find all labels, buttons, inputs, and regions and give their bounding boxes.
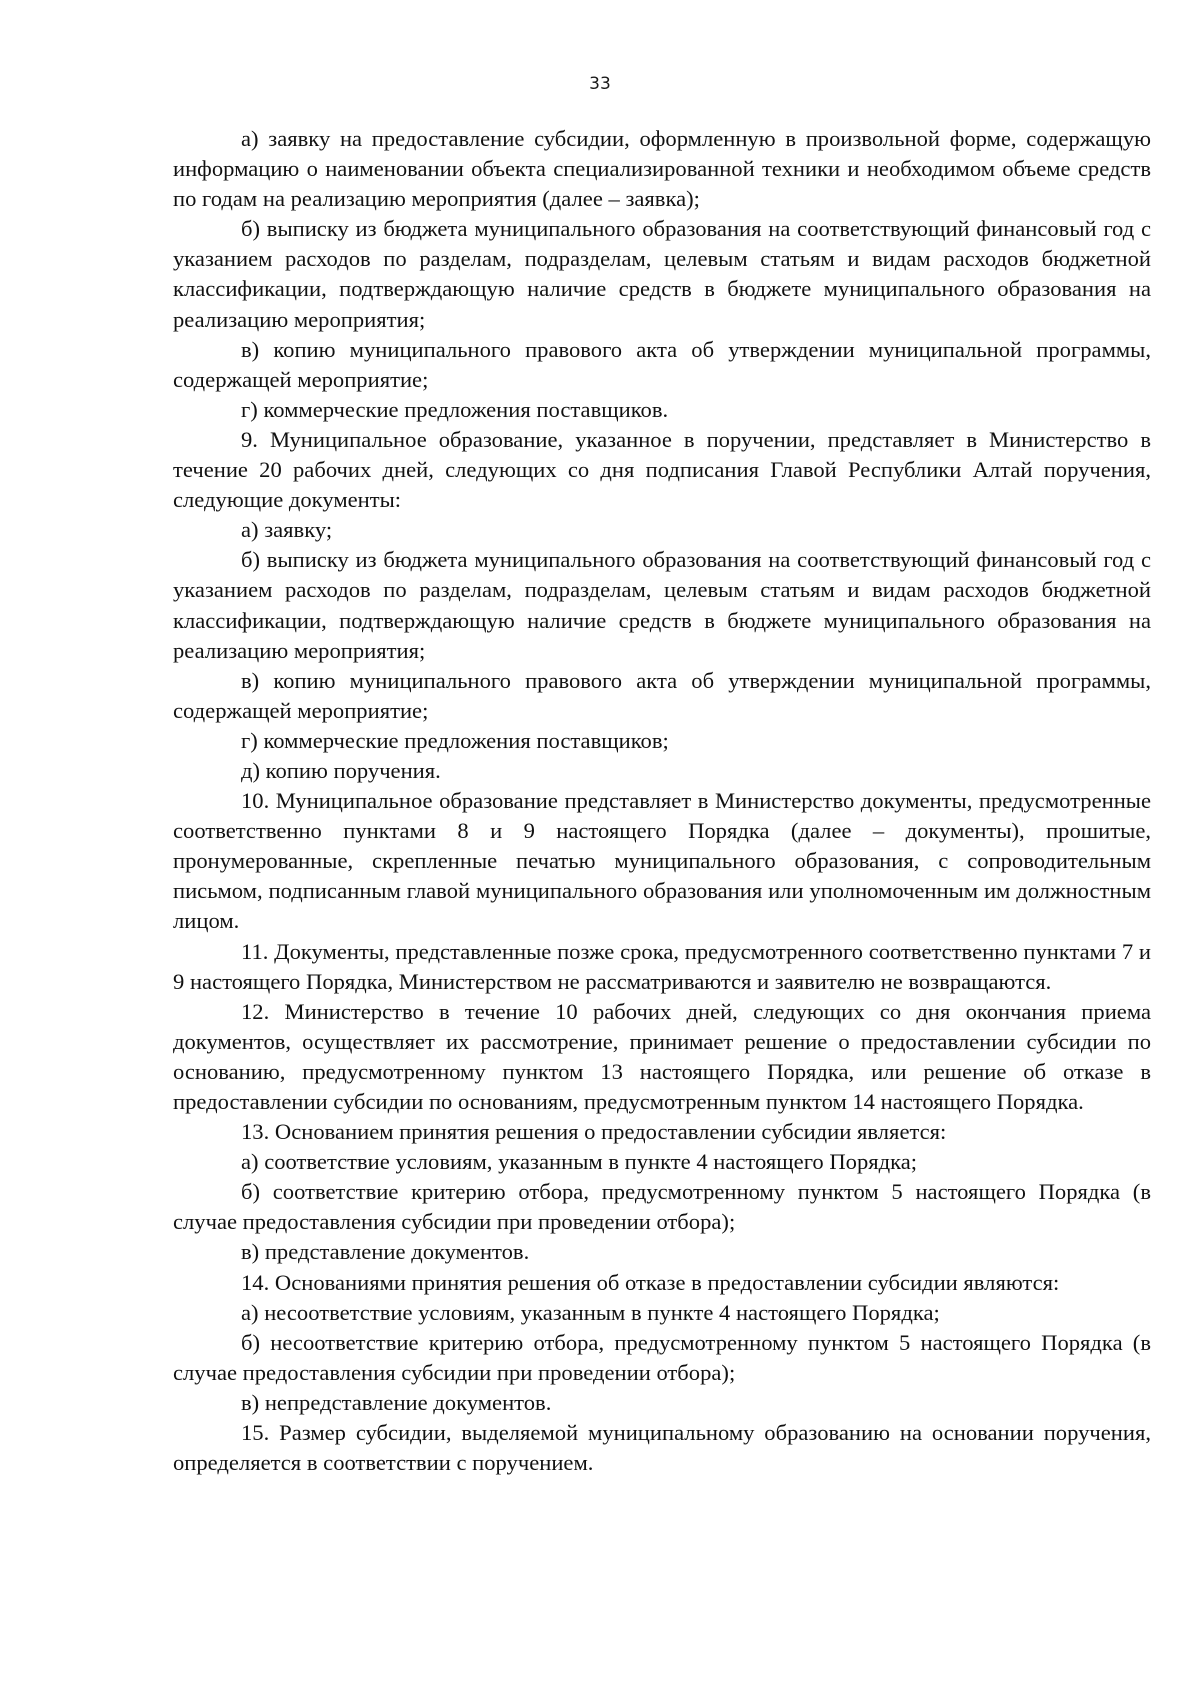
paragraph-item-9: 9. Муниципальное образование, указанное в поручении, представляет в Министерство в течение 20 рабочих дней, следующих со дня подписания Главой Республики Алтай поручения, следующие документы:	[173, 426, 1151, 513]
paragraph-item-12: 12. Министерство в течение 10 рабочих дней, следующих со дня окончания приема документов, осуществляет их рассмотрение, принимает решение о предоставлении субсидии по основанию, предусмотренному пунктом 13 настоящего Порядка, или решение об отказе в предоставлении субсидии по основаниям, предусмотренным пунктом 14 настоящего Порядка.	[173, 998, 1151, 1114]
paragraph: а) заявку;	[241, 517, 333, 543]
paragraph-item-15: 15. Размер субсидии, выделяемой муниципальному образованию на основании поручения, определяется в соответствии с поручением.	[173, 1420, 1151, 1476]
paragraph: б) выписку из бюджета муниципального образования на соответствующий финансовый год с указанием расходов по разделам, подразделам, целевым статьям и видам расходов бюджетной классификации, подтверждающую наличие средств в бюджете муниципального образования на реализацию мероприятия;	[173, 216, 1151, 332]
paragraph: а) несоответствие условиям, указанным в пункте 4 настоящего Порядка;	[241, 1299, 940, 1325]
paragraph: в) представление документов.	[241, 1239, 530, 1265]
paragraph: в) копию муниципального правового акта об утверждении муниципальной программы, содержащей мероприятие;	[173, 667, 1151, 723]
paragraph: а) соответствие условиям, указанным в пункте 4 настоящего Порядка;	[241, 1149, 918, 1175]
paragraph: д) копию поручения.	[241, 757, 441, 783]
paragraph: б) выписку из бюджета муниципального образования на соответствующий финансовый год с указанием расходов по разделам, подразделам, целевым статьям и видам расходов бюджетной классификации, подтверждающую наличие средств в бюджете муниципального образования на реализацию мероприятия;	[173, 547, 1151, 663]
document-body	[173, 124, 1151, 1478]
paragraph: в) копию муниципального правового акта об утверждении муниципальной программы, содержащей мероприятие;	[173, 336, 1151, 392]
paragraph: б) несоответствие критерию отбора, предусмотренному пунктом 5 настоящего Порядка (в случае предоставления субсидии при проведении отбора);	[173, 1329, 1151, 1385]
paragraph: г) коммерческие предложения поставщиков.	[241, 396, 669, 422]
paragraph-item-13: 13. Основанием принятия решения о предоставлении субсидии является:	[241, 1119, 947, 1145]
paragraph-item-11: 11. Документы, представленные позже срока, предусмотренного соответственно пунктами 7 и 9 настоящего Порядка, Министерством не рассматриваются и заявителю не возвращаются.	[173, 938, 1151, 994]
paragraph: г) коммерческие предложения поставщиков;	[241, 727, 669, 753]
paragraph-item-10: 10. Муниципальное образование представляет в Министерство документы, предусмотренные соответственно пунктами 8 и 9 настоящего Порядка (далее – документы), прошитые, пронумерованные, скрепленные печатью муниципального образования, с сопроводительным письмом, подписанным главой муниципального образования или уполномоченным им должностным лицом.	[173, 788, 1151, 934]
paragraph-item-14: 14. Основаниями принятия решения об отказе в предоставлении субсидии являются:	[241, 1269, 1060, 1295]
paragraph: в) непредставление документов.	[241, 1389, 552, 1415]
page-number: 33	[589, 74, 611, 94]
paragraph: б) соответствие критерию отбора, предусмотренному пунктом 5 настоящего Порядка (в случае предоставления субсидии при проведении отбора);	[173, 1179, 1151, 1235]
paragraph: а) заявку на предоставление субсидии, оформленную в произвольной форме, содержащую информацию о наименовании объекта специализированной техники и необходимом объеме средств по годам на реализацию мероприятия (далее – заявка);	[173, 126, 1151, 212]
